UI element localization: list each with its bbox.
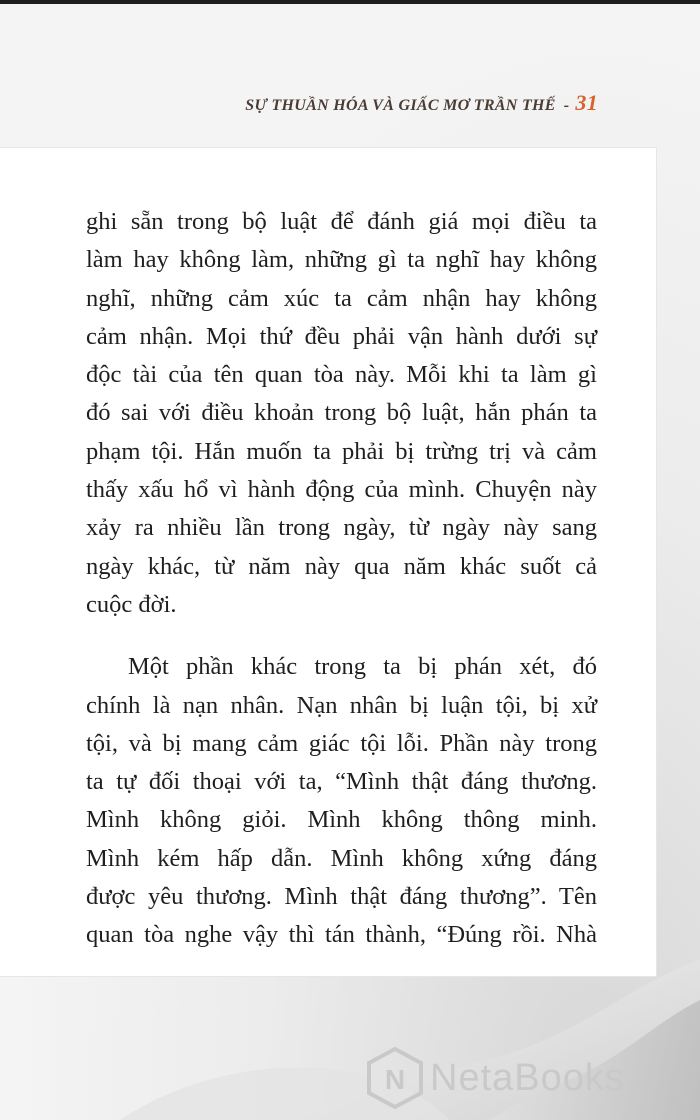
- logo-letter: N: [384, 1064, 406, 1095]
- text-line: Một phần khác trong ta bị phán xét, đó: [128, 653, 597, 681]
- running-header: [245, 90, 598, 116]
- page-number: 31: [575, 90, 598, 115]
- chapter-title: SỰ THUẦN HÓA VÀ GIẤC MƠ TRẦN THẾ: [245, 97, 556, 114]
- watermark-brand: NetaBooks: [430, 1056, 625, 1099]
- text-line: Mình kém hấp dẫn. Mình không xứng đáng: [86, 844, 597, 872]
- paragraph-1: [86, 203, 597, 624]
- text-line: ta tự đối thoại với ta, “Mình thật đáng thương.: [86, 768, 597, 796]
- watermark: [366, 1043, 696, 1113]
- text-line: làm hay không làm, những gì ta nghĩ hay không: [86, 246, 597, 274]
- text-line: độc tài của tên quan tòa này. Mỗi khi ta làm gì: [86, 361, 597, 389]
- text-line: cảm nhận. Mọi thứ đều phải vận hành dưới sự: [86, 322, 597, 350]
- text-line: thấy xấu hổ vì hành động của mình. Chuyện này: [86, 476, 597, 504]
- text-line: quan tòa nghe vậy thì tán thành, “Đúng rồi. Nhà: [86, 921, 597, 949]
- text-line: Mình không giỏi. Mình không thông minh.: [86, 806, 597, 834]
- text-line: cuộc đời.: [86, 590, 177, 618]
- top-edge-bar: [0, 0, 700, 4]
- paragraph-2: [86, 648, 597, 954]
- text-line: xảy ra nhiều lần trong ngày, từ ngày này sang: [86, 514, 597, 542]
- netabooks-logo-icon: [366, 1047, 424, 1109]
- text-line: tội, và bị mang cảm giác tội lỗi. Phần này trong: [86, 729, 597, 757]
- watermark-domain-suffix: .vn: [626, 1080, 645, 1095]
- text-line: ghi sẵn trong bộ luật để đánh giá mọi điều ta: [86, 208, 597, 235]
- paragraph-gap: [86, 624, 597, 648]
- text-line: đó sai với điều khoản trong bộ luật, hắn phán ta: [86, 399, 597, 427]
- header-separator: -: [563, 97, 570, 114]
- body-text: [86, 203, 597, 955]
- text-line: nghĩ, những cảm xúc ta cảm nhận hay không: [86, 284, 597, 312]
- text-line: ngày khác, từ năm này qua năm khác suốt cả: [86, 552, 597, 580]
- text-line: được yêu thương. Mình thật đáng thương”. Tên: [86, 883, 597, 911]
- text-line: phạm tội. Hắn muốn ta phải bị trừng trị và cảm: [86, 437, 597, 465]
- text-line: chính là nạn nhân. Nạn nhân bị luận tội, bị xử: [86, 691, 597, 719]
